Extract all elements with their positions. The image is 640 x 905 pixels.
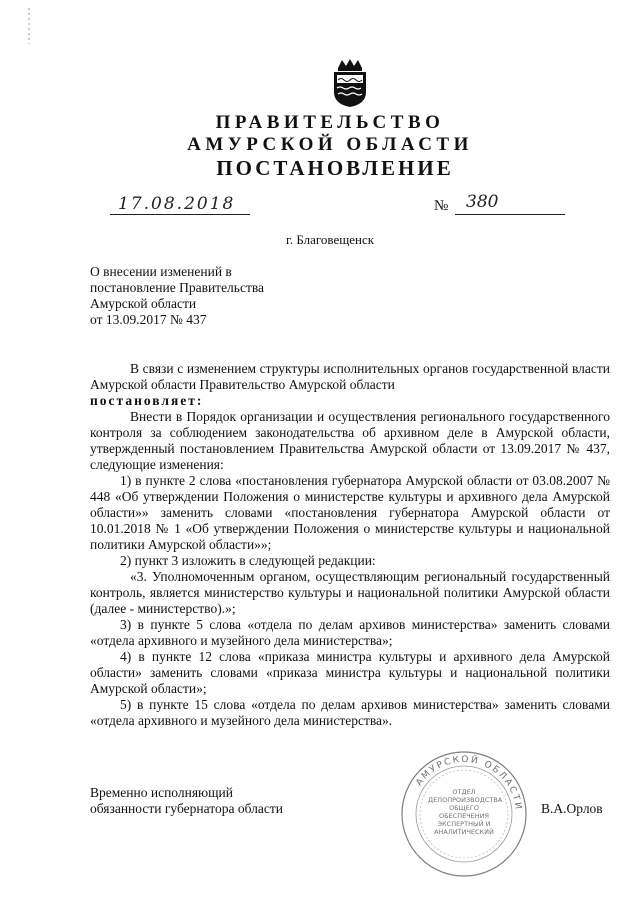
stamp-line: ДЕЛОПРОИЗВОДСТВА: [428, 796, 503, 804]
main-paragraph: Внести в Порядок организации и осуществления регионального государственного контроля за соблюдением законодательства об архивном деле в Амурской области, утвержденный постановлением Правительства Амурской области от 13.09.2017 № 437, следующие изменения:: [90, 409, 610, 472]
item-paragraph: 2) пункт 3 изложить в следующей редакции:: [120, 553, 376, 568]
subject-line: Амурской области: [90, 296, 197, 311]
date-underline: [110, 214, 250, 215]
stamp-line: ОТДЕЛ: [452, 788, 476, 796]
document-date: 17.08.2018: [118, 194, 236, 214]
number-label: №: [434, 198, 449, 214]
official-stamp: [398, 748, 530, 880]
resolves-word: постановляет:: [90, 393, 204, 408]
region-title: АМУРСКОЙ ОБЛАСТИ: [187, 134, 473, 155]
stamp-line: ОБЩЕГО: [449, 804, 479, 812]
document-body: [90, 361, 610, 729]
coat-of-arms-icon: [328, 58, 372, 108]
signatory-position: [90, 785, 283, 817]
item-paragraph: 4) в пункте 12 слова «приказа министра культуры и архивного дела Амурской области» заменить словами «приказа министра культуры и национальной политики Амурской области»;: [90, 649, 610, 696]
stamp-line: АНАЛИТИЧЕСКИЙ: [434, 828, 494, 836]
number-underline: [455, 214, 565, 215]
government-title: ПРАВИТЕЛЬСТВО: [215, 112, 445, 133]
position-line: Временно исполняющий: [90, 785, 233, 800]
document-subject: [90, 264, 264, 328]
document-type-title: ПОСТАНОВЛЕНИЕ: [216, 156, 454, 180]
stamp-inner-text: [428, 788, 503, 836]
stamp-ring-text: АМУРСКОЙ ОБЛАСТИ: [414, 754, 524, 812]
stamp-line: ЭКСПЕРТНЫЙ И: [437, 820, 491, 828]
item-paragraph: «3. Уполномоченным органом, осуществляющим региональный государственный контроль, является министерство культуры и национальной политики Амурской области (далее - министерство).»;: [90, 569, 610, 616]
item-paragraph: 1) в пункте 2 слова «постановления губернатора Амурской области от 03.08.2007 № 448 «Об утверждении Положения о министерстве культуры и архивного дела Амурской области»» заменить словами «постановления губернатора Амурской области от 10.01.2018 № 1 «Об утверждении Положения о министерстве культуры и национальной политики Амурской области»»;: [90, 473, 610, 552]
document-number: 380: [466, 192, 499, 212]
position-line: обязанности губернатора области: [90, 801, 283, 816]
city-name: г. Благовещенск: [285, 232, 375, 247]
intro-paragraph: В связи с изменением структуры исполнительных органов государственной власти Амурской области Правительство Амурской области: [90, 361, 610, 392]
subject-line: О внесении изменений в: [90, 264, 232, 279]
subject-line: от 13.09.2017 № 437: [90, 312, 207, 327]
stamp-line: ОБЕСПЕЧЕНИЯ: [438, 812, 490, 820]
item-paragraph: 5) в пункте 15 слова «отдела по делам архивов министерства» заменить словами «отдела архивного и музейного дела министерства».: [90, 697, 610, 728]
subject-line: постановление Правительства: [90, 280, 265, 295]
item-paragraph: 3) в пункте 5 слова «отдела по делам архивов министерства» заменить словами «отдела архивного и музейного дела министерства»;: [90, 617, 610, 648]
signatory-name: В.А.Орлов: [541, 801, 603, 816]
margin-mark: [26, 8, 32, 44]
